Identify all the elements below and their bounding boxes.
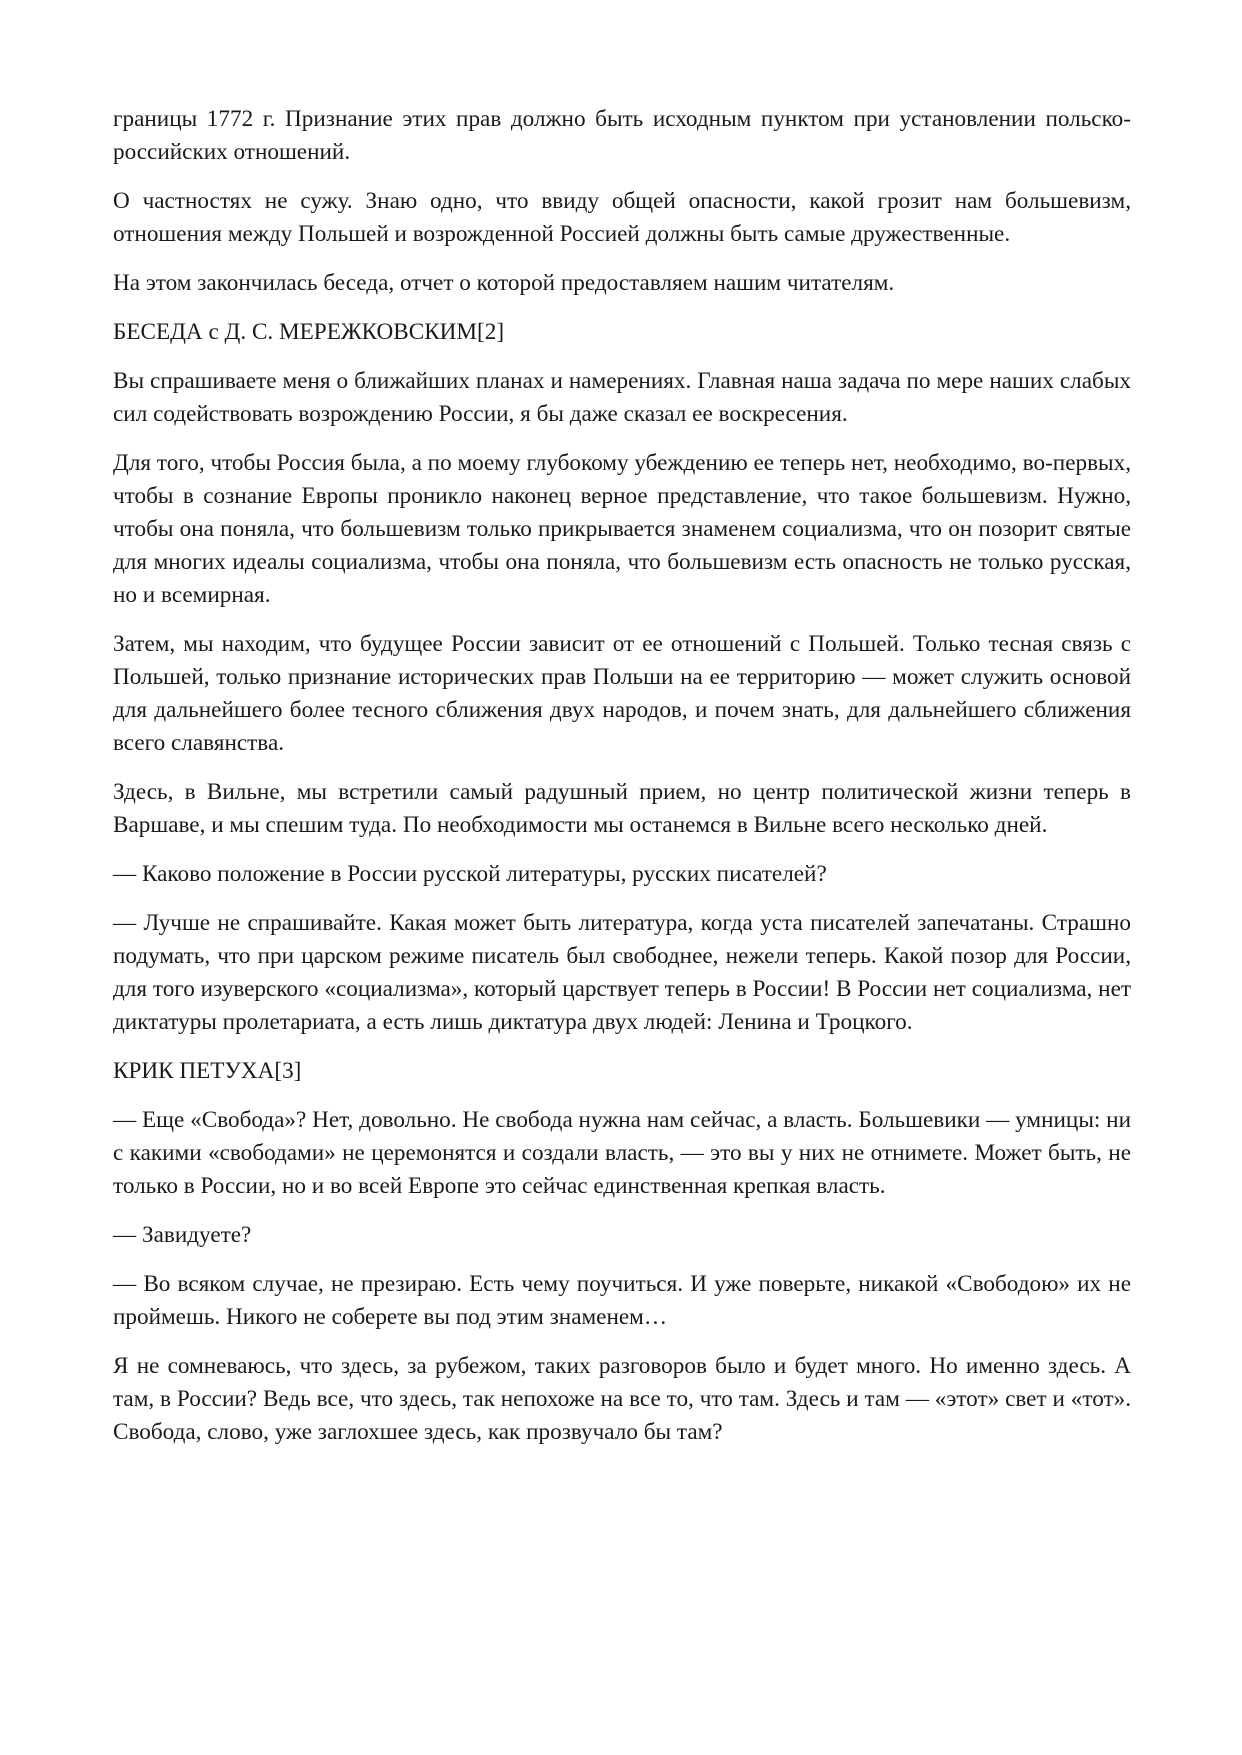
document-page: [113, 103, 1131, 1465]
section-heading-krik-petukha: КРИК ПЕТУХА[3]: [113, 1058, 302, 1084]
paragraph-9: — Лучше не спрашивайте. Какая может быть литература, когда уста писателей запечатаны. Страшно подумать, что при царском режиме писатель был свободнее, нежели теперь. Какой позор для России, для того изуверского «социализма», который царствует теперь в России! В России нет социализма, нет диктатуры пролетариата, а есть лишь диктатура двух людей: Ленина и Троцкого.: [113, 910, 1131, 1035]
paragraph-10: — Еще «Свобода»? Нет, довольно. Не свобода нужна нам сейчас, а власть. Большевики — умницы: ни с какими «свободами» не церемонятся и создали власть, — это вы у них не отнимете. Может быть, не только в России, но и во всей Европе это сейчас единственная крепкая власть.: [113, 1107, 1131, 1199]
paragraph-3: На этом закончилась беседа, отчет о которой предоставляем нашим читателям.: [113, 270, 895, 296]
section-heading-merezhkovsky: БЕСЕДА с Д. С. МЕРЕЖКОВСКИМ[2]: [113, 319, 505, 345]
paragraph-8: — Каково положение в России русской литературы, русских писателей?: [113, 861, 827, 887]
paragraph-11: — Завидуете?: [113, 1222, 252, 1248]
paragraph-5: Для того, чтобы Россия была, а по моему глубокому убеждению ее теперь нет, необходимо, во-первых, чтобы в сознание Европы проникло наконец верное представление, что такое большевизм. Нужно, чтобы она поняла, что большевизм только прикрывается знаменем социализма, что он позорит святые для многих идеалы социализма, чтобы она поняла, что большевизм есть опасность не только русская, но и всемирная.: [113, 450, 1131, 608]
paragraph-7: Здесь, в Вильне, мы встретили самый радушный прием, но центр политической жизни теперь в Варшаве, и мы спешим туда. По необходимости мы останемся в Вильне всего несколько дней.: [113, 779, 1131, 838]
paragraph-2: О частностях не сужу. Знаю одно, что ввиду общей опасности, какой грозит нам большевизм, отношения между Польшей и возрожденной Россией должны быть самые дружественные.: [113, 188, 1131, 247]
paragraph-1: границы 1772 г. Признание этих прав должно быть исходным пунктом при установлении польско-российских отношений.: [113, 106, 1131, 165]
paragraph-6: Затем, мы находим, что будущее России зависит от ее отношений с Польшей. Только тесная связь с Польшей, только признание исторических прав Польши на ее территорию — может служить основой для дальнейшего более тесного сближения двух народов, и почем знать, для дальнейшего сближения всего славянства.: [113, 631, 1131, 756]
paragraph-4: Вы спрашиваете меня о ближайших планах и намерениях. Главная наша задача по мере наших слабых сил содействовать возрождению России, я бы даже сказал ее воскресения.: [113, 368, 1131, 427]
paragraph-12: — Во всяком случае, не презираю. Есть чему поучиться. И уже поверьте, никакой «Свободою» их не проймешь. Никого не соберете вы под этим знаменем…: [113, 1271, 1131, 1330]
paragraph-13: Я не сомневаюсь, что здесь, за рубежом, таких разговоров было и будет много. Но именно здесь. А там, в России? Ведь все, что здесь, так непохоже на все то, что там. Здесь и там — «этот» свет и «тот». Свобода, слово, уже заглохшее здесь, как прозвучало бы там?: [113, 1353, 1131, 1445]
